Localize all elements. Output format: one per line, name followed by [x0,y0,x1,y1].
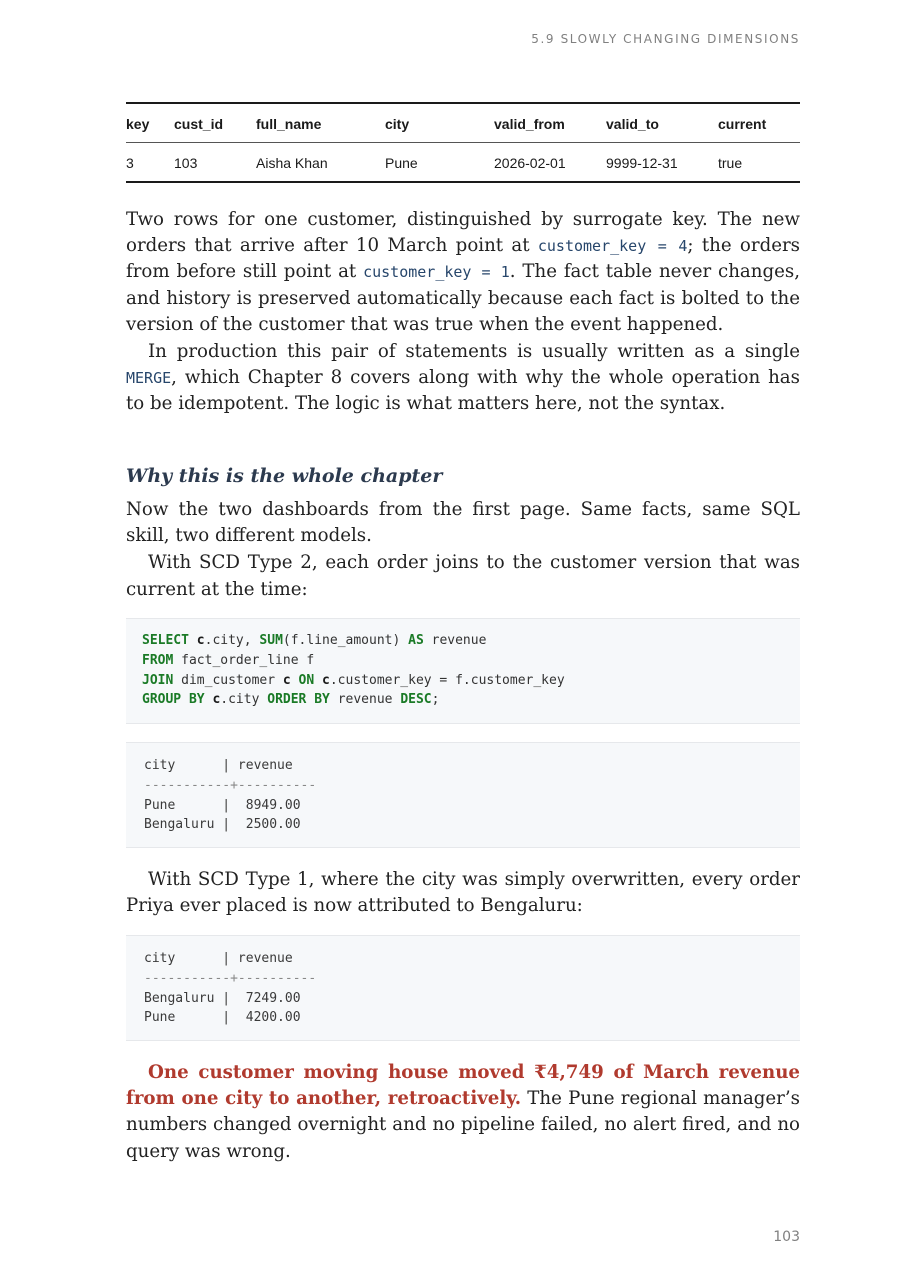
column-header: full_name [256,116,322,132]
table-cell: 103 [174,155,198,171]
table-row [126,143,800,181]
paragraph: Now the two dashboards from the first page. Same facts, same SQL skill, two different models. [126,499,800,547]
table-header-row [126,104,800,142]
sql-keyword: SELECT [142,633,189,648]
table-cell: Aisha Khan [256,155,328,171]
result-line: city | revenue [144,951,293,966]
result-separator: -----------+---------- [144,777,317,793]
code-line [142,651,784,671]
code-text: (f.line_amount) [282,633,409,648]
paragraph: With SCD Type 1, where the city was simply overwritten, every order Priya ever placed is now attributed to Bengaluru: [126,869,800,917]
column-header: cust_id [174,116,224,132]
sql-keyword: ORDER BY [267,692,330,708]
column-header: key [126,116,150,132]
code-text: .city [220,692,268,708]
code-text [189,633,197,648]
text-run: , which Chapter 8 covers along with why the whole operation has to be idempotent. The logic is what matters here, not the syntax. [126,367,800,415]
sql-keyword: DESC [400,692,432,708]
text-run: The Pune regional manager’s numbers changed overnight and no pipeline failed, no alert fired, and no query was wrong. [126,1088,800,1162]
code-text: dim_customer [173,672,283,688]
sql-alias: c [322,672,330,688]
text-run: In production this pair of statements is usually written as a single [148,341,800,363]
sql-keyword: JOIN [142,672,174,688]
sql-alias: c [196,633,205,648]
table-cell: 9999-12-31 [606,155,678,171]
column-header: current [718,116,767,132]
inline-code: customer_key = 1 [363,263,510,282]
table-cell: Pune [385,155,418,171]
paragraph [126,1060,800,1165]
code-line [142,631,784,651]
result-separator: -----------+---------- [144,970,317,986]
code-text: revenue [329,692,401,708]
code-text: fact_order_line f [173,652,315,668]
body-text-4 [126,1060,800,1165]
table-bottom-rule [126,181,800,183]
sql-alias: c [282,672,291,688]
result-line: Bengaluru | 2500.00 [144,817,301,833]
result-line: Pune | 4200.00 [144,1010,301,1026]
code-text [314,673,322,688]
scd-table [126,102,800,183]
code-line [142,690,784,710]
sql-keyword: GROUP BY [142,692,205,708]
running-head: 5.9 SLOWLY CHANGING DIMENSIONS [531,32,800,46]
code-line [142,671,784,691]
body-text-1 [126,207,800,418]
body-text-2 [126,497,800,603]
sql-code-block [126,618,800,724]
code-text: .city, [204,633,260,648]
code-text: ; [431,692,440,708]
sql-keyword: AS [408,633,424,648]
sql-keyword: SUM [259,633,283,648]
page-number: 103 [773,1229,800,1245]
paragraph: With SCD Type 2, each order joins to the customer version that was current at the time: [126,552,800,600]
table-cell: 3 [126,155,134,171]
code-text [291,673,299,688]
query-result-scd1 [126,935,800,1041]
column-header: city [385,116,410,132]
body-text-3 [126,867,800,919]
result-line: Pune | 8949.00 [144,797,301,813]
text-run: ; the orders from before still point at [126,235,800,283]
column-header: valid_to [606,116,659,132]
highlighted-claim: One customer moving house moved ₹4,749 of March revenue from one city to another, retroactively. [126,1062,800,1110]
text-run: Two rows for one customer, distinguished by surrogate key. The new orders that arrive after 10 March point at [126,209,800,257]
sql-keyword: ON [298,672,315,688]
query-result-scd2 [126,742,800,848]
result-line: city | revenue [144,758,293,773]
table-cell: 2026-02-01 [494,155,566,171]
column-header: valid_from [494,116,565,132]
inline-code: MERGE [126,369,172,388]
text-run: . The fact table never changes, and history is preserved automatically because each fact is bolted to the version of the customer that was true when the event happened. [126,261,800,335]
section-heading: Why this is the whole chapter [126,465,443,487]
paragraph [126,207,800,338]
paragraph [126,339,800,418]
result-line: Bengaluru | 7249.00 [144,990,301,1006]
inline-code: customer_key = 4 [537,237,688,256]
code-text: revenue [423,633,487,648]
code-text: .customer_key = f.customer_key [329,672,565,688]
sql-keyword: FROM [142,652,174,668]
table-cell: true [718,155,743,171]
sql-alias: c [212,692,221,708]
